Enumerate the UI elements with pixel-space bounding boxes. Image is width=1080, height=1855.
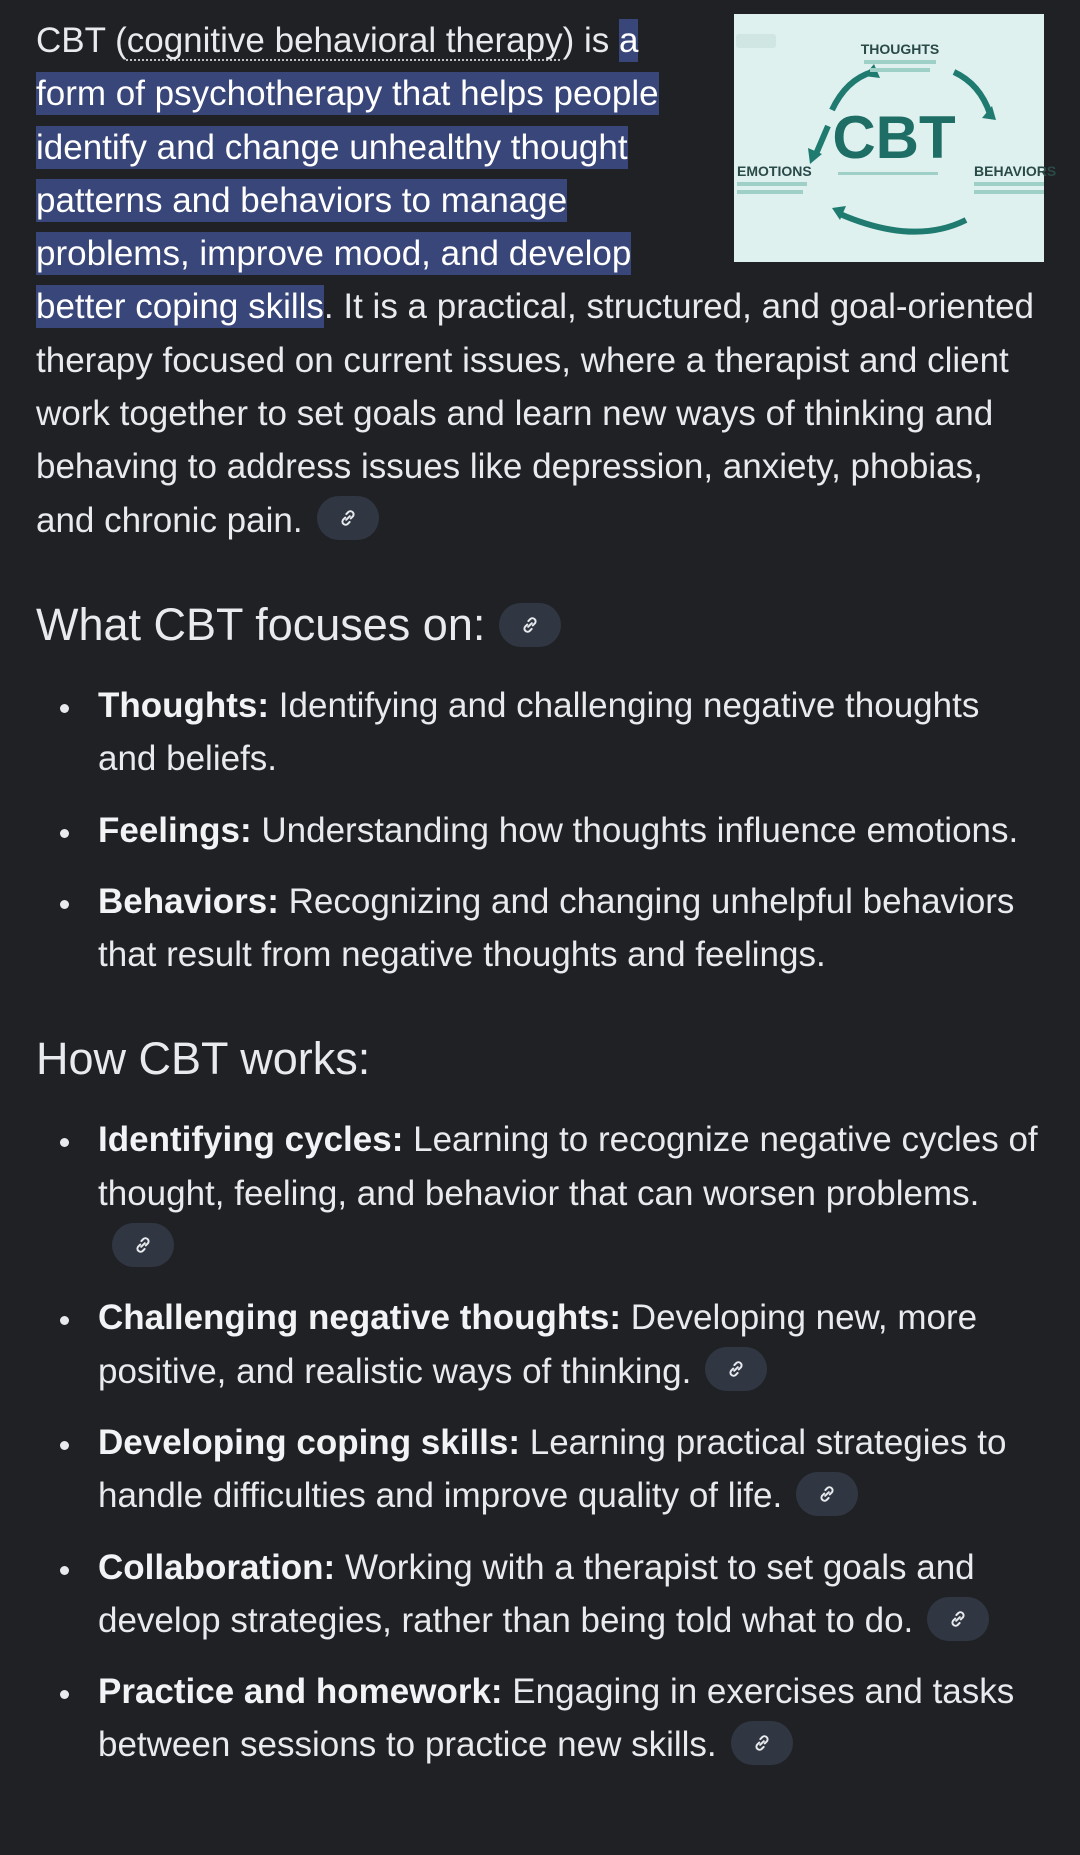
works-list: [36, 1113, 1044, 1771]
item-text: Understanding how thoughts influence emotions.: [251, 810, 1019, 850]
item-text: Engaging in exercises and tasks between sessions to practice new skills.: [98, 1672, 1015, 1765]
list-item: [36, 804, 1044, 857]
item-term: Behaviors:: [98, 881, 279, 921]
source-link-button[interactable]: [927, 1597, 989, 1641]
source-link-button[interactable]: [731, 1721, 793, 1765]
link-icon: [816, 1483, 838, 1505]
item-text: Working with a therapist to set goals and develop strategies, rather than being told what to do.: [98, 1547, 975, 1640]
list-item: [36, 1113, 1044, 1273]
list-item: [36, 679, 1044, 786]
intro-prefix: CBT (: [36, 21, 127, 60]
item-term: Developing coping skills:: [98, 1422, 521, 1462]
section-heading-focus: [36, 597, 1044, 653]
bullet: [60, 829, 69, 838]
source-link-button[interactable]: [705, 1347, 767, 1391]
definition-term-link[interactable]: cognitive behavioral therapy: [126, 21, 563, 60]
bullet: [60, 1566, 69, 1575]
bullet: [60, 1316, 69, 1325]
thumb-top-label: THOUGHTS: [860, 41, 940, 57]
item-text: Identifying and challenging negative thoughts and beliefs.: [98, 685, 980, 779]
thumb-right-label: BEHAVIORS: [974, 163, 1057, 179]
item-term: Practice and homework:: [98, 1672, 503, 1712]
ai-overview-content: [36, 14, 1057, 1790]
link-icon: [337, 507, 359, 529]
intro-rest: . It is a practical, structured, and goal-oriented therapy focused on current issues, where a therapist and client work together to set goals and learn new ways of thinking and behaving to address issues like depression, anxiety, phobias, and chronic pain.: [36, 287, 1035, 540]
list-item: [36, 875, 1044, 982]
item-term: Identifying cycles:: [98, 1120, 404, 1160]
section-heading-works: How CBT works:: [36, 1033, 371, 1085]
link-icon: [751, 1732, 773, 1754]
source-link-button[interactable]: [317, 496, 379, 540]
bullet: [60, 1441, 69, 1450]
list-item: [36, 1416, 1044, 1523]
cbt-diagram-thumbnail[interactable]: [734, 14, 1057, 262]
list-item: [36, 1665, 1044, 1772]
item-text: Recognizing and changing unhelpful behaviors that result from negative thoughts and feelings.: [98, 881, 1015, 975]
item-term: Collaboration:: [98, 1547, 336, 1587]
intro-after-term: ) is: [562, 21, 619, 60]
link-icon: [132, 1234, 154, 1256]
bullet: [60, 704, 69, 713]
thumb-left-label: EMOTIONS: [737, 163, 812, 179]
focus-heading-text: What CBT focuses on:: [36, 598, 486, 650]
item-term: Challenging negative thoughts:: [98, 1298, 622, 1338]
item-term: Feelings:: [98, 810, 252, 850]
link-icon: [725, 1358, 747, 1380]
item-term: Thoughts:: [98, 685, 270, 725]
bullet: [60, 1138, 69, 1147]
bullet: [60, 900, 69, 909]
item-text: Learning to recognize negative cycles of thought, feeling, and behavior that can worsen problems.: [98, 1120, 1038, 1213]
item-text: Developing new, more positive, and realistic ways of thinking.: [98, 1298, 978, 1391]
source-link-button[interactable]: [796, 1472, 858, 1516]
focus-list: [36, 679, 1044, 981]
highlighted-definition: a form of psychotherapy that helps people identify and change unhealthy thought patterns and behaviors to manage problems, improve mood, and develop better coping skills: [36, 21, 659, 327]
link-icon: [519, 614, 541, 636]
source-link-button[interactable]: [112, 1223, 174, 1267]
list-item: [36, 1541, 1044, 1648]
list-item: [36, 1291, 1044, 1398]
source-link-button[interactable]: [499, 603, 561, 647]
item-text: Learning practical strategies to handle difficulties and improve quality of life.: [98, 1422, 1007, 1516]
link-icon: [947, 1608, 969, 1630]
bullet: [60, 1690, 69, 1699]
thumb-center-label: CBT: [832, 104, 956, 171]
cbt-cycle-diagram: [734, 14, 1057, 262]
